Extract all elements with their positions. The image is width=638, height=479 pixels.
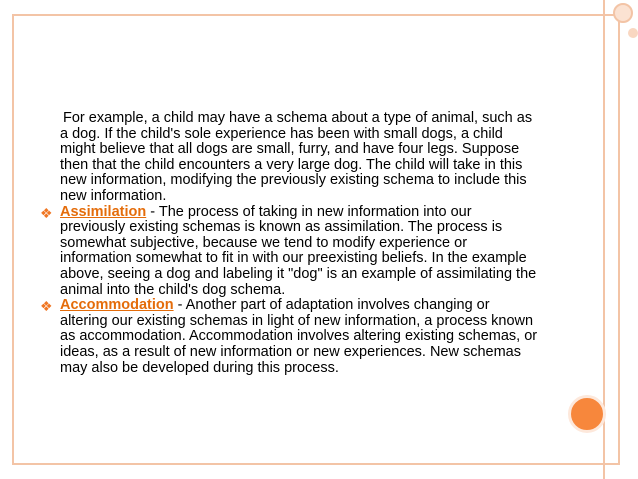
diamond-bullet-icon: ❖ — [40, 204, 53, 221]
term-assimilation[interactable]: Assimilation — [60, 203, 147, 220]
intro-paragraph — [40, 111, 540, 205]
bullet-text-accommodation: - Another part of adaptation involves changing or altering our existing schemas in light of new information, a process known as accommodation. Accommodation involves altering existing schemas, or ideas, as a result of new information or new experiences. New schemas may also be developed during this process. — [60, 297, 538, 376]
term-accommodation[interactable]: Accommodation — [60, 297, 174, 314]
bullet-text-assimilation: - The process of taking in new information into our previously existing schemas is known as assimilation. The process is somewhat subjective, because we tend to modify experience or information somewhat to fit in with our preexisting beliefs. In the example above, seeing a dog and labeling it "dog" is an example of assimilating the animal into the child's dog schema. — [60, 203, 537, 298]
slide-content — [40, 111, 540, 376]
diamond-bullet-icon: ❖ — [40, 298, 53, 315]
bullet-assimilation — [40, 205, 540, 299]
bullet-accommodation — [40, 298, 540, 376]
intro-text: For example, a child may have a schema about a type of animal, such as a dog. If the child's sole experience has been with small dogs, a child might believe that all dogs are small, furry, and have four legs. Suppose then that the child encounters a very large dog. The child will take in this new information, modifying the previously existing schema to include this new information. — [60, 110, 533, 204]
decorative-dot-icon — [628, 28, 638, 38]
decorative-circle-top-icon — [613, 3, 633, 23]
decorative-orange-circle-icon — [568, 395, 606, 433]
